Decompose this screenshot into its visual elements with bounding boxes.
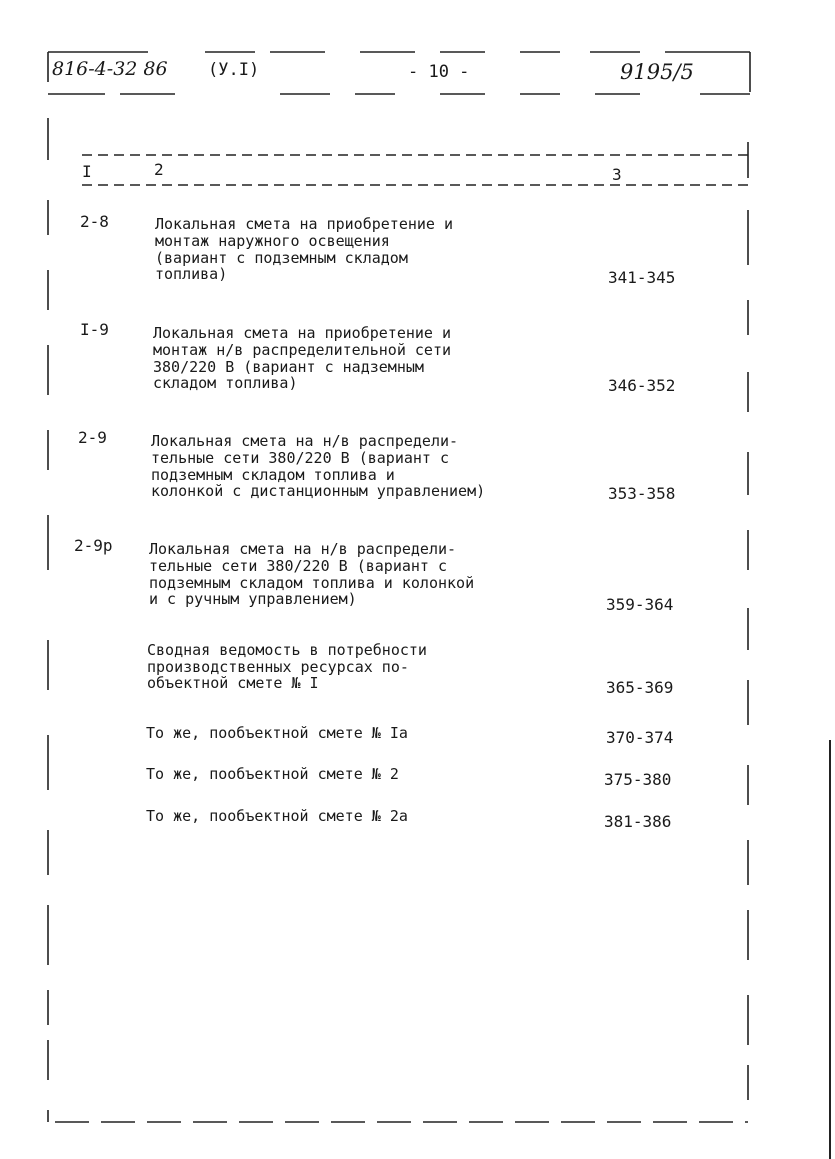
entry-line: Локальная смета на н/в распредели- <box>151 432 459 450</box>
entry-pages: 381-386 <box>604 812 672 831</box>
entry-line: То же, пообъектной смете № Iа <box>146 724 408 742</box>
entry-line: подземным складом топлива и <box>151 466 395 484</box>
entry-code: 2-8 <box>80 212 109 231</box>
entry-line: монтаж наружного освещения <box>155 232 390 250</box>
entry-pages: 365-369 <box>606 678 674 697</box>
entry-line: подземным складом топлива и колонкой <box>149 574 475 592</box>
entry-line: объектной смете № I <box>147 674 319 692</box>
entry-line: Сводная ведомость в потребности <box>147 641 427 659</box>
volume-label: (У.I) <box>208 60 260 80</box>
page-number: - 10 - <box>408 62 470 82</box>
entry-pages: 341-345 <box>608 268 676 287</box>
column-header-2: 2 <box>154 160 164 179</box>
entry-line: и с ручным управлением) <box>149 590 357 608</box>
entry-pages: 370-374 <box>606 728 674 747</box>
entry-line: (вариант с подземным складом <box>155 249 408 267</box>
entry-line: Локальная смета на н/в распредели- <box>149 540 457 558</box>
entry-code: 2-9 <box>78 428 107 447</box>
entry-line: 380/220 В (вариант с надземным <box>153 358 424 376</box>
entry-line: Локальная смета на приобретение и <box>153 324 452 342</box>
entry-code: 2-9р <box>74 536 113 555</box>
entry-pages: 359-364 <box>606 595 674 614</box>
column-header-1: I <box>82 162 92 181</box>
sheet-reference: 9195/5 <box>620 60 694 84</box>
column-header-3: 3 <box>612 165 622 184</box>
entry-line: монтаж н/в распределительной сети <box>153 341 452 359</box>
entry-line: производственных ресурсах по- <box>147 658 409 676</box>
entry-line: То же, пообъектной смете № 2а <box>146 807 408 825</box>
entry-pages: 346-352 <box>608 376 676 395</box>
entry-line: тельные сети 380/220 В (вариант с <box>151 449 450 467</box>
doc-code: 816-4-32 86 <box>52 58 168 80</box>
entry-code: I-9 <box>80 320 109 339</box>
entry-line: складом топлива) <box>153 374 298 392</box>
entry-pages: 353-358 <box>608 484 676 503</box>
entry-line: топлива) <box>155 265 228 283</box>
entry-pages: 375-380 <box>604 770 672 789</box>
entry-line: колонкой с дистанционным управлением) <box>151 482 486 500</box>
entry-line: тельные сети 380/220 В (вариант с <box>149 557 448 575</box>
entry-line: То же, пообъектной смете № 2 <box>146 765 399 783</box>
entry-line: Локальная смета на приобретение и <box>155 215 454 233</box>
